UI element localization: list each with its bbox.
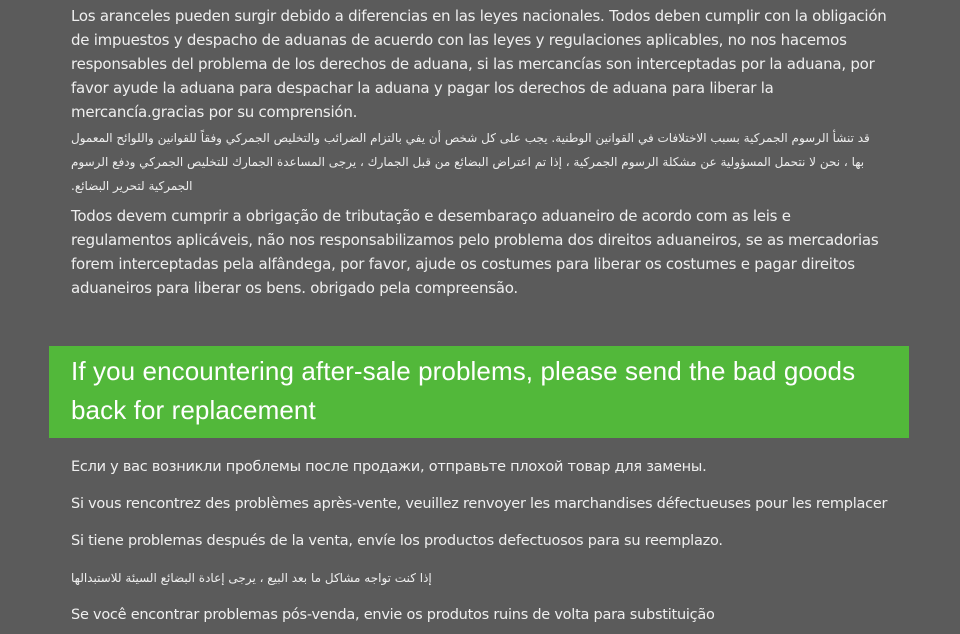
after-sale-ru: Если у вас возникли проблемы после продажи, отправьте плохой товар для замены. — [71, 459, 707, 475]
after-sale-pt: Se você encontrar problemas pós-venda, envie os produtos ruins de volta para substituição — [71, 607, 715, 623]
after-sale-ar: إذا كنت تواجه مشاكل ما بعد البيع ، يرجى إعادة البضائع السيئة للاستبدالها — [71, 571, 432, 585]
customs-notice-pt: Todos devem cumprir a obrigação de tributação e desembaraço aduaneiro de acordo com as leis e regulamentos aplicáveis, não nos responsabilizamos pelo problema dos direitos aduaneiros, se as mercadorias forem interceptadas pela alfândega, por favor, ajude os costumes para liberar os costumes e pagar direitos aduaneiros para liberar os bens. obrigado pela compreensão. — [71, 207, 879, 297]
after-sale-es: Si tiene problemas después de la venta, envíe los productos defectuosos para su reemplazo. — [71, 533, 723, 549]
after-sale-banner-text: If you encountering after-sale problems, please send the bad goods back for replacement — [71, 356, 856, 425]
after-sale-banner — [49, 346, 909, 438]
after-sale-fr: Si vous rencontrez des problèmes après-vente, veuillez renvoyer les marchandises défectueuses pour les remplacer — [71, 496, 888, 512]
customs-notice-ar: قد تنشأ الرسوم الجمركية بسبب الاختلافات في القوانين الوطنية. يجب على كل شخص أن يفي بالتزام الضرائب والتخليص الجمركي وفقاً للقوانين واللوائح المعمول بها ، نحن لا نتحمل المسؤولية عن مشكلة الرسوم الجمركية ، إذا تم اعتراض البضائع من قبل الجمارك ، يرجى المساعدة الجمارك للتخليص الجمركي ودفع الرسوم الجمركية لتحرير البضائع. — [71, 131, 870, 193]
customs-notice-es: Los aranceles pueden surgir debido a diferencias en las leyes nacionales. Todos deben cumplir con la obligación de impuestos y despacho de aduanas de acuerdo con las leyes y regulaciones aplicables, no nos hacemos responsables del problema de los derechos de aduana, si las mercancías son interceptadas por la aduana, por favor ayude la aduana para despachar la aduana y pagar los derechos de aduana para liberar la mercancía.gracias por su comprensión. — [71, 7, 887, 121]
